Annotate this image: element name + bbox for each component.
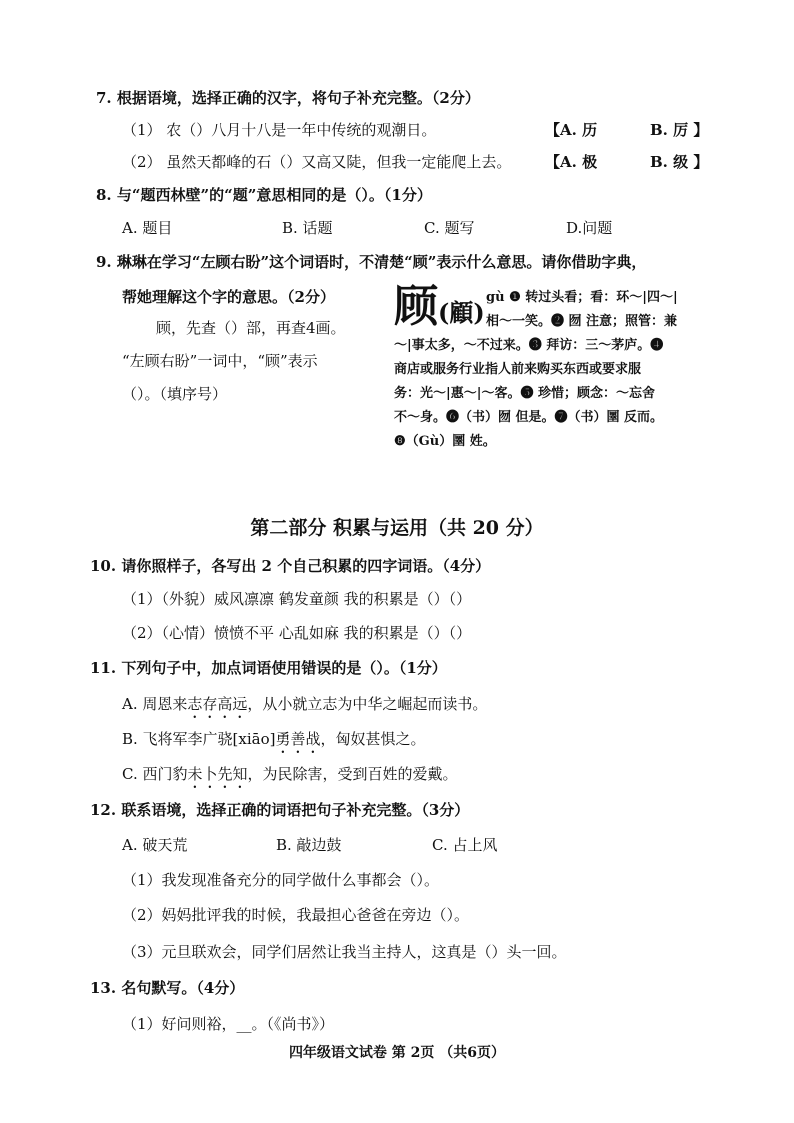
q7-item1-option-a: 【A. 历 bbox=[545, 121, 598, 139]
q11-c-dotted-word: 未卜先知 bbox=[187, 765, 248, 783]
q11-option-c bbox=[122, 764, 458, 792]
q9-line2: 帮她理解这个字的意思。（2分） bbox=[122, 288, 335, 306]
dict-line-5: 务：光～|惠～|～客。❺ 珍惜；顾念：～忘舍 bbox=[394, 386, 655, 401]
q9-line5: （）。（填序号） bbox=[122, 385, 228, 403]
dict-line-2: 相～一笑。❷ 囫 注意；照管：兼 bbox=[486, 314, 678, 329]
q7-item2-option-a: 【A. 极 bbox=[545, 153, 598, 171]
dict-line-6: 不～身。❻（书）囫 但是。❼（书）圛 反而。 bbox=[394, 410, 664, 425]
q8-option-b: B. 话题 bbox=[282, 219, 333, 237]
q11-b-prefix: B. 飞将军李广骁[xiāo] bbox=[122, 730, 276, 748]
q13-sentence-1: （1）好问则裕，__。（《尚书》） bbox=[122, 1015, 335, 1033]
dict-traditional: (顧) bbox=[438, 298, 485, 327]
q8-option-d: D.问题 bbox=[566, 219, 613, 237]
q11-c-suffix: ，为民除害，受到百姓的爱戴。 bbox=[247, 765, 458, 783]
q11-b-suffix: ，匈奴甚惧之。 bbox=[320, 730, 426, 748]
q11-option-b bbox=[122, 729, 426, 757]
q7-item2-option-b: B. 级 】 bbox=[650, 153, 709, 171]
q8-option-a: A. 题目 bbox=[122, 219, 173, 237]
dict-line-7: ❽（Gù）圛 姓。 bbox=[394, 434, 496, 449]
q11-a-dotted-word: 志存高远 bbox=[187, 695, 248, 713]
q11-b-dotted-word: 勇善战 bbox=[275, 730, 321, 748]
dict-char: 顾 bbox=[394, 281, 438, 332]
dictionary-entry bbox=[394, 282, 714, 452]
q7-item1-text: （1） 农（）八月十八是一年中传统的观潮日。 bbox=[122, 121, 437, 139]
q11-title: 11. 下列句子中，加点词语使用错误的是（）。（1分） bbox=[90, 659, 447, 677]
page-footer: 四年级语文试卷 第 2页 （共6页） bbox=[288, 1045, 506, 1061]
q7-item2-text: （2） 虽然天都峰的石（）又高又陡，但我一定能爬上去。 bbox=[122, 153, 512, 171]
q11-option-a bbox=[122, 694, 487, 722]
q7-title: 7. 根据语境，选择正确的汉字，将句子补充完整。（2分） bbox=[96, 89, 480, 107]
q12-sentence-2: （2）妈妈批评我的时候，我最担心爸爸在旁边（）。 bbox=[122, 906, 470, 924]
q9-line3: 顾，先查（）部，再查4画。 bbox=[156, 319, 346, 337]
q10-item2: （2）（心情）愤愤不平 心乱如麻 我的积累是（）（） bbox=[122, 624, 472, 642]
q12-option-c: C. 占上风 bbox=[432, 836, 498, 854]
q11-a-prefix: A. 周恩来 bbox=[122, 695, 188, 713]
q9-title: 9. 琳琳在学习“左顾右盼”这个词语时，不清楚“顾”表示什么意思。请你借助字典， bbox=[96, 253, 647, 271]
dict-line-3: ～|事太多，～不过来。❸ 拜访：三～茅庐。❹ bbox=[394, 338, 664, 353]
q12-option-a: A. 破天荒 bbox=[122, 836, 188, 854]
q11-a-suffix: ，从小就立志为中华之崛起而读书。 bbox=[247, 695, 488, 713]
q12-sentence-1: （1）我发现准备充分的同学做什么事都会（）。 bbox=[122, 871, 440, 889]
q8-option-c: C. 题写 bbox=[424, 219, 475, 237]
q11-c-prefix: C. 西门豹 bbox=[122, 765, 188, 783]
q10-item1: （1）（外貌）威风凛凛 鹤发童颜 我的积累是（）（） bbox=[122, 590, 472, 608]
q12-title: 12. 联系语境，选择正确的词语把句子补充完整。（3分） bbox=[90, 801, 470, 819]
dict-headword bbox=[394, 282, 485, 338]
q9-line4: “左顾右盼”一词中，“顾”表示 bbox=[122, 352, 318, 370]
q13-title: 13. 名句默写。（4分） bbox=[90, 979, 245, 997]
dict-line-4: 商店或服务行业指人前来购买东西或要求服 bbox=[394, 362, 642, 377]
q10-title: 10. 请你照样子，各写出 2 个自己积累的四字词语。（4分） bbox=[90, 557, 491, 575]
q12-sentence-3: （3）元旦联欢会，同学们居然让我当主持人，这真是（）头一回。 bbox=[122, 943, 567, 961]
dict-line-1: gù ❶ 转过头看；看：环～|四～| bbox=[486, 290, 678, 305]
q12-option-b: B. 敲边鼓 bbox=[276, 836, 342, 854]
q8-title: 8. 与“题西林壁”的“题”意思相同的是（）。（1分） bbox=[96, 186, 432, 204]
q7-item1-option-b: B. 厉 】 bbox=[650, 121, 709, 139]
section-title: 第二部分 积累与运用（共 20 分） bbox=[250, 517, 544, 539]
